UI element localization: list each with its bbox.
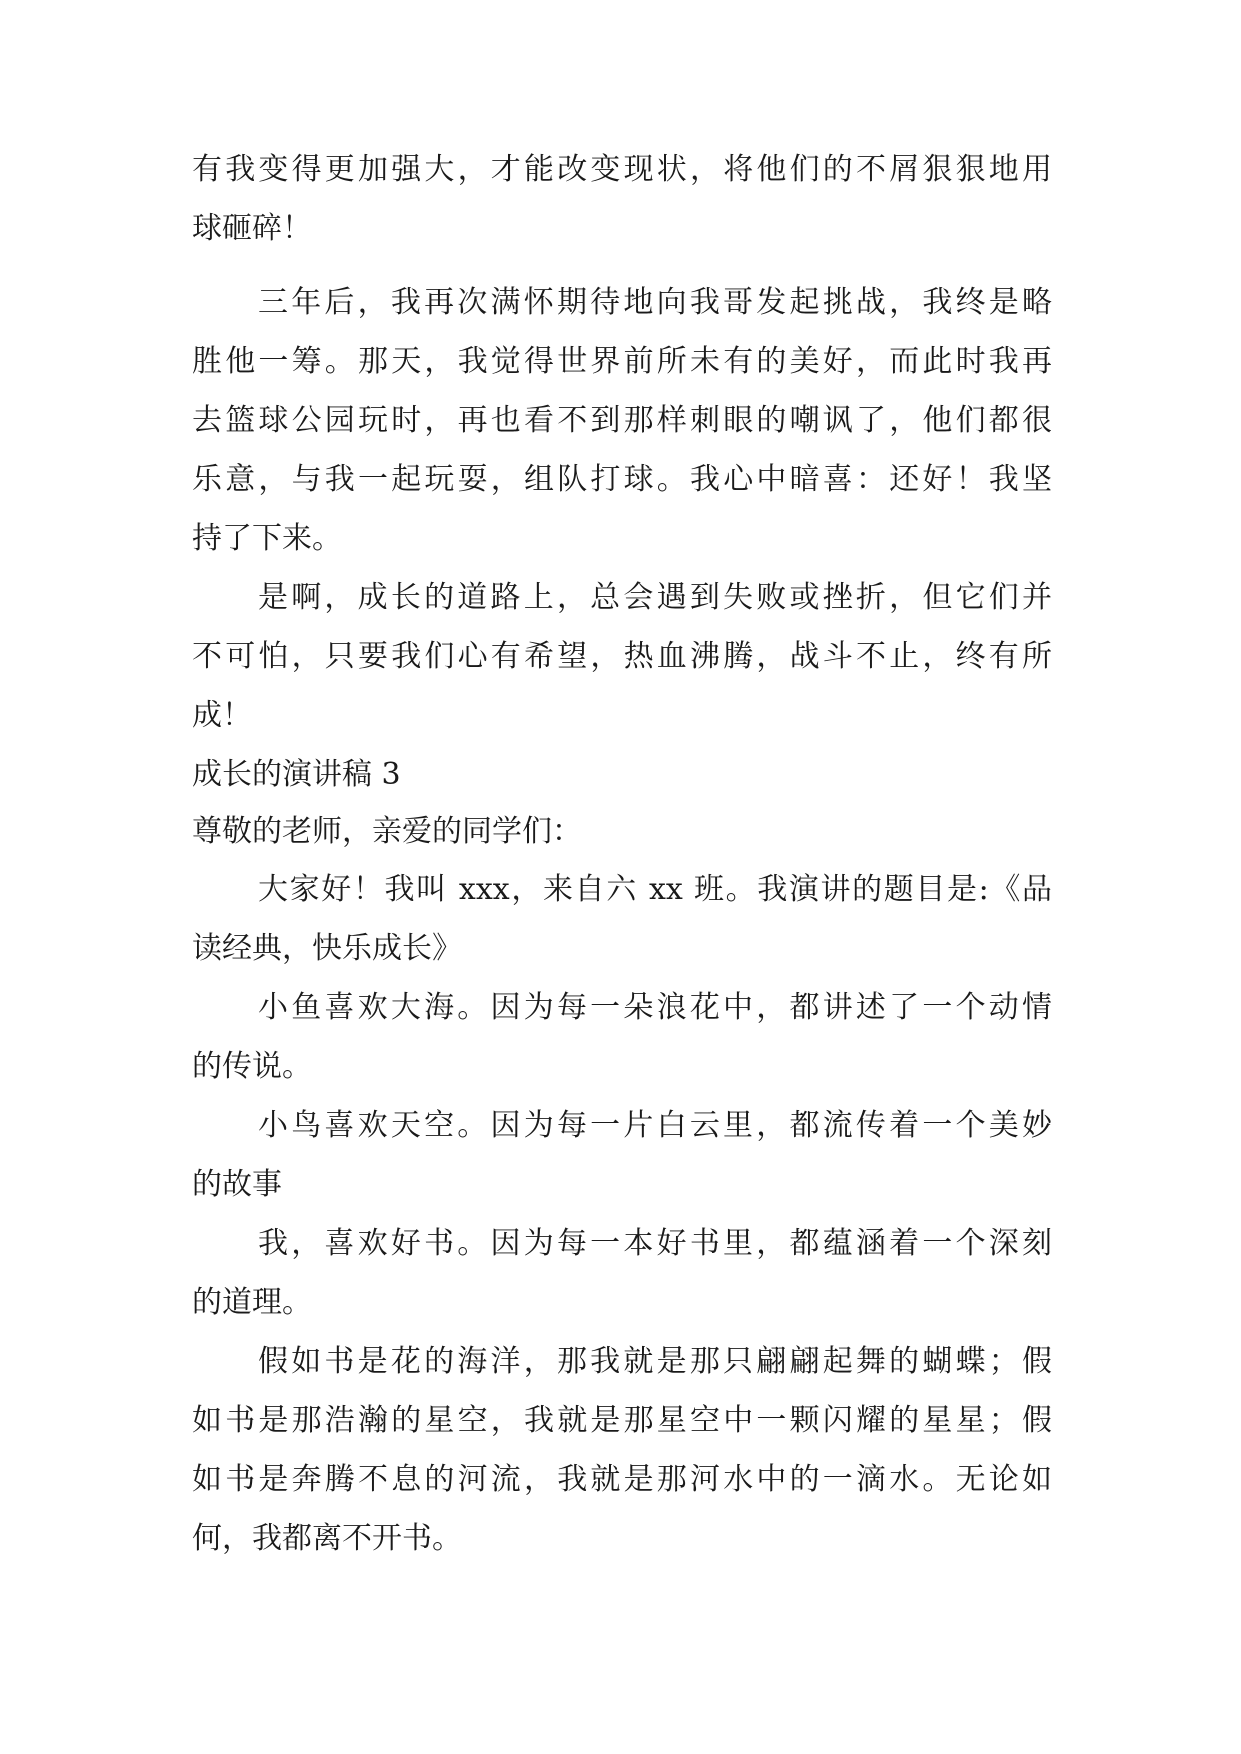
text-line: 三年后，我再次满怀期待地向我哥发起挑战，我终是略 [258,285,1052,320]
text-line: 我，喜欢好书。因为每一本好书里，都蕴涵着一个深刻 [258,1226,1052,1261]
text-line: 乐意，与我一起玩耍，组队打球。我心中暗喜：还好！我坚 [192,462,1052,497]
text-line: 小鱼喜欢大海。因为每一朵浪花中，都讲述了一个动情 [258,990,1052,1025]
text-line: 假如书是花的海洋，那我就是那只翩翩起舞的蝴蝶；假 [258,1344,1052,1379]
salutation: 尊敬的老师，亲爱的同学们： [192,814,582,849]
text-line: 小鸟喜欢天空。因为每一片白云里，都流传着一个美妙 [258,1108,1052,1143]
section-heading: 成长的演讲稿 3 [192,757,401,792]
text-line: 不可怕，只要我们心有希望，热血沸腾，战斗不止，终有所 [192,639,1052,674]
text-line: 何，我都离不开书。 [192,1521,462,1556]
text-line: 如书是奔腾不息的河流，我就是那河水中的一滴水。无论如 [192,1462,1052,1497]
text-line: 持了下来。 [192,521,342,556]
text-line: 是啊，成长的道路上，总会遇到失败或挫折，但它们并 [258,580,1052,615]
text-line: 的故事 [192,1167,282,1202]
text-line: 球砸碎！ [192,211,312,246]
text-line: 读经典，快乐成长》 [192,931,462,966]
text-line: 如书是那浩瀚的星空，我就是那星空中一颗闪耀的星星；假 [192,1403,1052,1438]
text-line: 有我变得更加强大，才能改变现状，将他们的不屑狠狠地用 [192,152,1052,187]
text-line: 去篮球公园玩时，再也看不到那样刺眼的嘲讽了，他们都很 [192,403,1052,438]
text-line: 胜他一筹。那天，我觉得世界前所未有的美好，而此时我再 [192,344,1052,379]
text-line: 大家好！我叫 xxx，来自六 xx 班。我演讲的题目是:《品 [258,872,1052,907]
text-line: 成！ [192,698,252,733]
text-line: 的传说。 [192,1049,312,1084]
text-line: 的道理。 [192,1285,312,1320]
